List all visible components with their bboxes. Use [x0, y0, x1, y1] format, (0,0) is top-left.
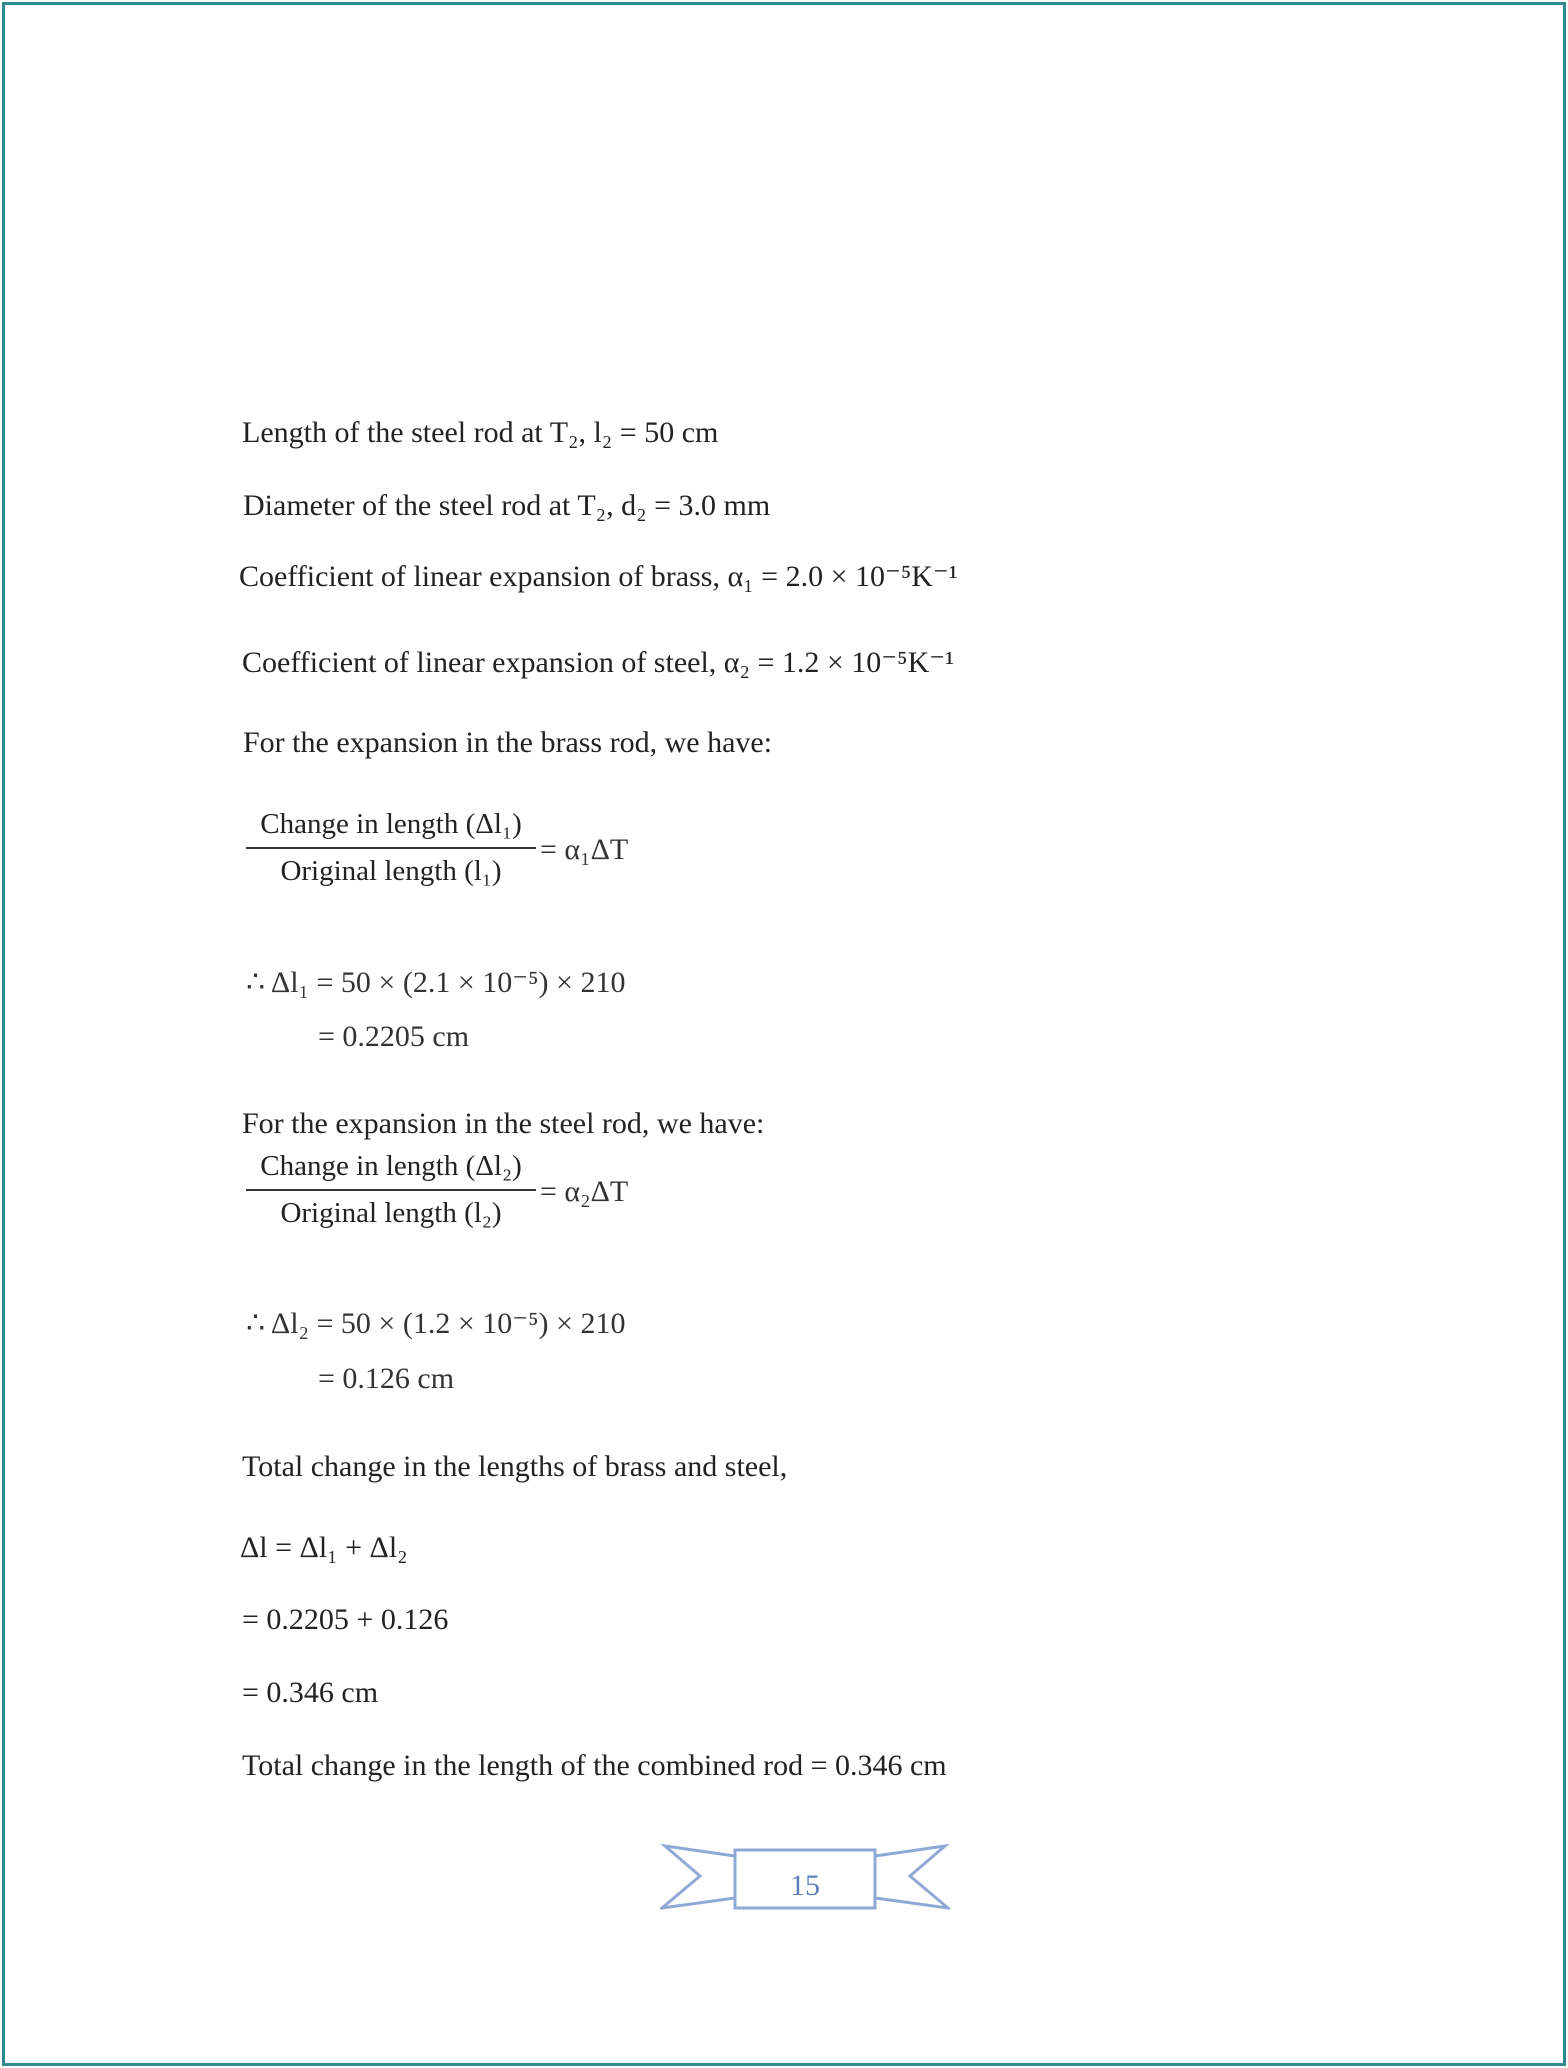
steel-intro-line: For the expansion in the steel rod, we have:: [242, 1107, 765, 1140]
steel-rhs: = α₂ΔT: [540, 1175, 629, 1208]
steel-fraction-numerator: Change in length (Δl₂): [260, 1150, 522, 1182]
total-intro-line: Total change in the lengths of brass and steel,: [242, 1450, 788, 1483]
steel-diameter-line: Diameter of the steel rod at T₂, d₂ = 3.0 mm: [243, 489, 771, 522]
page-number: 15: [790, 1869, 820, 1902]
steel-length-line: Length of the steel rod at T₂, l₂ = 50 cm: [242, 416, 719, 449]
total-value-line: = 0.346 cm: [242, 1676, 379, 1709]
fraction-bar: [246, 847, 536, 849]
alpha-steel-line: Coefficient of linear expansion of steel, α₂ = 1.2 × 10⁻⁵K⁻¹: [242, 646, 955, 679]
steel-fraction-denominator: Original length (l₂): [280, 1197, 502, 1229]
total-equation-line: Δl = Δl₁ + Δl₂: [240, 1531, 408, 1564]
final-result-line: Total change in the length of the combined rod = 0.346 cm: [242, 1749, 947, 1782]
alpha-brass-line: Coefficient of linear expansion of brass, α₁ = 2.0 × 10⁻⁵K⁻¹: [239, 560, 958, 593]
steel-calc: ∴ Δl₂ = 50 × (1.2 × 10⁻⁵) × 210: [246, 1307, 626, 1340]
steel-result: = 0.126 cm: [318, 1362, 455, 1395]
brass-calc: ∴ Δl₁ = 50 × (2.1 × 10⁻⁵) × 210: [246, 966, 626, 999]
steel-fraction: [246, 1150, 536, 1230]
brass-rhs: = α₁ΔT: [540, 833, 629, 866]
brass-intro-line: For the expansion in the brass rod, we have:: [243, 726, 773, 759]
brass-result: = 0.2205 cm: [318, 1020, 470, 1053]
fraction-bar: [246, 1189, 536, 1191]
ribbon-left-tail: [662, 1846, 735, 1908]
brass-fraction-denominator: Original length (l₁): [280, 855, 502, 887]
ribbon-right-tail: [875, 1846, 948, 1908]
brass-fraction: [246, 808, 536, 888]
total-sum-line: = 0.2205 + 0.126: [242, 1603, 449, 1636]
brass-fraction-numerator: Change in length (Δl₁): [260, 808, 522, 840]
